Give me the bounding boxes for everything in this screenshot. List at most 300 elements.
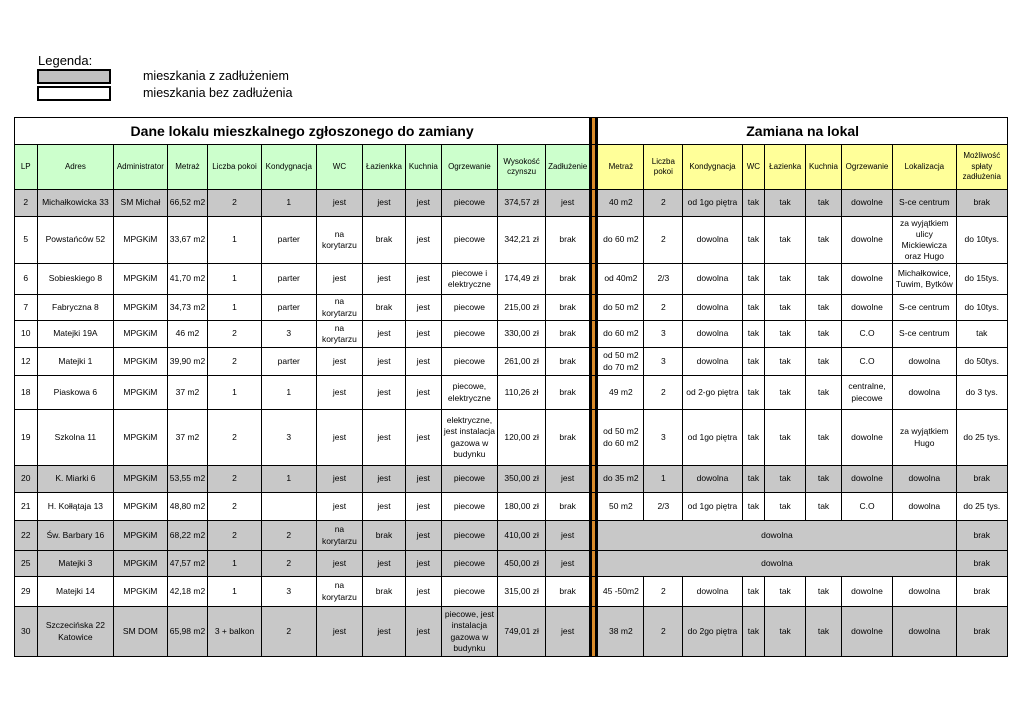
table-cell: brak — [362, 295, 405, 321]
table-cell: jest — [316, 466, 362, 493]
table-cell: jest — [546, 190, 591, 217]
table-cell: dowolne — [841, 466, 892, 493]
table-cell: piecowe — [441, 321, 497, 348]
table-cell: 2 — [208, 466, 261, 493]
table-cell: dowolna — [683, 264, 742, 295]
table-cell: 50 m2 — [597, 493, 644, 521]
table-cell: Michałkowicka 33 — [37, 190, 114, 217]
table-cell: tak — [765, 577, 806, 607]
column-header: Ogrzewanie — [441, 145, 497, 190]
table-cell: jest — [362, 607, 405, 657]
table-cell: MPGKiM — [114, 348, 167, 376]
table-cell: jest — [362, 466, 405, 493]
table-cell: brak — [546, 348, 591, 376]
table-cell: brak — [546, 376, 591, 410]
table-cell: od 1go piętra — [683, 493, 742, 521]
table-cell: 2 — [15, 190, 38, 217]
table-cell: tak — [806, 607, 842, 657]
table-cell: za wyjątkiem Hugo — [893, 410, 956, 466]
table-cell: 330,00 zł — [498, 321, 546, 348]
table-cell: parter — [261, 295, 316, 321]
table-cell: od 50 m2 do 70 m2 — [597, 348, 644, 376]
table-cell: jest — [546, 551, 591, 577]
table-cell: 2 — [261, 607, 316, 657]
table-cell: do 10tys. — [956, 295, 1007, 321]
table-cell: dowolna — [683, 217, 742, 264]
table-cell: piecowe — [441, 348, 497, 376]
table-cell: 6 — [15, 264, 38, 295]
table-cell: MPGKiM — [114, 410, 167, 466]
table-cell: jest — [362, 551, 405, 577]
table-cell: tak — [742, 376, 765, 410]
table-cell: brak — [546, 493, 591, 521]
table-cell-merged: dowolna — [597, 521, 956, 551]
table-cell: dowolna — [893, 376, 956, 410]
table-cell: 18 — [15, 376, 38, 410]
column-header: Łazienka — [765, 145, 806, 190]
table-cell: jest — [405, 321, 441, 348]
table-cell: Fabryczna 8 — [37, 295, 114, 321]
table-cell: tak — [765, 466, 806, 493]
table-cell: brak — [362, 217, 405, 264]
table-cell: S-ce centrum — [893, 295, 956, 321]
table-cell: tak — [956, 321, 1007, 348]
table-cell: dowolna — [893, 577, 956, 607]
table-cell: MPGKiM — [114, 295, 167, 321]
table-cell: brak — [956, 466, 1007, 493]
table-cell: 66,52 m2 — [167, 190, 208, 217]
table-cell: 48,80 m2 — [167, 493, 208, 521]
table-cell: jest — [405, 295, 441, 321]
table-cell: dowolne — [841, 264, 892, 295]
table-cell: tak — [742, 466, 765, 493]
table-cell: 3 — [261, 410, 316, 466]
table-cell: tak — [765, 295, 806, 321]
table-cell: brak — [546, 410, 591, 466]
table-cell: 42,18 m2 — [167, 577, 208, 607]
table-cell: Sobieskiego 8 — [37, 264, 114, 295]
table-cell: jest — [362, 493, 405, 521]
table-cell: jest — [362, 376, 405, 410]
table-cell: parter — [261, 264, 316, 295]
table-cell: tak — [765, 264, 806, 295]
table-cell: 2 — [644, 577, 683, 607]
table-row — [15, 551, 1008, 577]
table-cell: jest — [405, 607, 441, 657]
table-cell: centralne, piecowe — [841, 376, 892, 410]
table-cell: 49 m2 — [597, 376, 644, 410]
table-cell: od 1go piętra — [683, 190, 742, 217]
table-cell: 39,90 m2 — [167, 348, 208, 376]
table-cell: jest — [316, 376, 362, 410]
table-cell: 180,00 zł — [498, 493, 546, 521]
table-cell: 410,00 zł — [498, 521, 546, 551]
column-header: Możliwość spłaty zadłużenia — [956, 145, 1007, 190]
table-cell: brak — [956, 190, 1007, 217]
table-cell: do 25 tys. — [956, 410, 1007, 466]
table-cell: tak — [806, 348, 842, 376]
table-cell: jest — [316, 493, 362, 521]
table-cell: 2 — [208, 321, 261, 348]
table-cell: 2 — [261, 551, 316, 577]
table-cell: jest — [405, 493, 441, 521]
table-cell: 29 — [15, 577, 38, 607]
table-cell: Piaskowa 6 — [37, 376, 114, 410]
table-cell: 1 — [208, 577, 261, 607]
table-cell: jest — [405, 521, 441, 551]
table-cell: dowolna — [893, 493, 956, 521]
table-cell: tak — [806, 577, 842, 607]
table-cell: 47,57 m2 — [167, 551, 208, 577]
column-header: Administrator — [114, 145, 167, 190]
table-cell: tak — [765, 376, 806, 410]
table-cell: H. Kołłątaja 13 — [37, 493, 114, 521]
legend-label-without-debt: mieszkania bez zadłużenia — [143, 86, 293, 100]
table-cell: dowolne — [841, 577, 892, 607]
table-cell: tak — [806, 321, 842, 348]
table-cell: 12 — [15, 348, 38, 376]
table-cell: jest — [316, 551, 362, 577]
table-cell: C.O — [841, 321, 892, 348]
table-cell: jest — [405, 190, 441, 217]
table-cell: tak — [742, 295, 765, 321]
table-cell: piecowe — [441, 466, 497, 493]
table-cell: dowolne — [841, 295, 892, 321]
table-row — [15, 190, 1008, 217]
column-header: Kondygnacja — [683, 145, 742, 190]
table-cell: 261,00 zł — [498, 348, 546, 376]
table-cell: na korytarzu — [316, 577, 362, 607]
legend-label-with-debt: mieszkania z zadłużeniem — [143, 69, 289, 83]
table-cell: piecowe — [441, 493, 497, 521]
table-row — [15, 577, 1008, 607]
table-cell: dowolna — [683, 348, 742, 376]
table-cell: 37 m2 — [167, 376, 208, 410]
table-cell: MPGKiM — [114, 264, 167, 295]
table-cell: 1 — [208, 295, 261, 321]
table-cell: jest — [405, 410, 441, 466]
table-cell: 120,00 zł — [498, 410, 546, 466]
table-cell: jest — [362, 190, 405, 217]
table-cell: parter — [261, 217, 316, 264]
table-cell: dowolna — [893, 607, 956, 657]
table-cell: 40 m2 — [597, 190, 644, 217]
table-cell: brak — [956, 521, 1007, 551]
table-cell: jest — [405, 466, 441, 493]
table-cell: brak — [546, 295, 591, 321]
table-cell: 68,22 m2 — [167, 521, 208, 551]
table-cell: dowolna — [683, 577, 742, 607]
table-cell: piecowe — [441, 217, 497, 264]
table-cell: tak — [742, 264, 765, 295]
table-cell: od 50 m2 do 60 m2 — [597, 410, 644, 466]
table-cell: za wyjątkiem ulicy Mickiewicza oraz Hugo — [893, 217, 956, 264]
table-cell: tak — [742, 321, 765, 348]
table-cell: 25 — [15, 551, 38, 577]
table-cell: jest — [405, 348, 441, 376]
table-cell: tak — [806, 217, 842, 264]
table-cell: tak — [765, 493, 806, 521]
column-header: Kondygnacja — [261, 145, 316, 190]
table-cell: dowolna — [683, 466, 742, 493]
table-cell: 5 — [15, 217, 38, 264]
table-cell: tak — [765, 217, 806, 264]
table-cell: 2 — [644, 190, 683, 217]
table-cell: 1 — [208, 264, 261, 295]
table-cell: MPGKiM — [114, 577, 167, 607]
table-cell: 10 — [15, 321, 38, 348]
table-cell: piecowe, jest instalacja gazowa w budynku — [441, 607, 497, 657]
column-header: Ogrzewanie — [841, 145, 892, 190]
table-row — [15, 264, 1008, 295]
table-cell: tak — [742, 217, 765, 264]
table-cell: piecowe — [441, 190, 497, 217]
table-row — [15, 376, 1008, 410]
table-cell: jest — [316, 348, 362, 376]
table-cell: 30 — [15, 607, 38, 657]
table-cell: Św. Barbary 16 — [37, 521, 114, 551]
table-cell: 110,26 zł — [498, 376, 546, 410]
column-header: Zadłużenie — [546, 145, 591, 190]
table-cell: 2 — [208, 348, 261, 376]
table-cell: 3 — [261, 321, 316, 348]
table-cell: 215,00 zł — [498, 295, 546, 321]
table-cell: MPGKiM — [114, 321, 167, 348]
table-cell: jest — [405, 577, 441, 607]
table-cell: 1 — [261, 376, 316, 410]
table-cell: tak — [765, 607, 806, 657]
table-cell: 1 — [208, 217, 261, 264]
table-cell: piecowe — [441, 551, 497, 577]
table-cell: jest — [405, 217, 441, 264]
table-cell: do 15tys. — [956, 264, 1007, 295]
table-cell: do 10tys. — [956, 217, 1007, 264]
table-cell: tak — [765, 410, 806, 466]
table-cell: 2/3 — [644, 264, 683, 295]
table-cell: tak — [806, 190, 842, 217]
table-cell: do 25 tys. — [956, 493, 1007, 521]
table-cell: dowolna — [893, 348, 956, 376]
table-row — [15, 493, 1008, 521]
table-cell: jest — [405, 264, 441, 295]
table-cell: SM DOM — [114, 607, 167, 657]
table-cell: jest — [316, 264, 362, 295]
table-cell: jest — [316, 410, 362, 466]
legend-swatch-with-debt — [37, 69, 111, 84]
table-cell: brak — [956, 577, 1007, 607]
table-cell: parter — [261, 348, 316, 376]
table-cell: do 60 m2 — [597, 321, 644, 348]
table-cell: 2 — [208, 410, 261, 466]
table-cell: na korytarzu — [316, 295, 362, 321]
table-cell: od 1go piętra — [683, 410, 742, 466]
column-header: Kuchnia — [806, 145, 842, 190]
table-cell: 3 — [644, 348, 683, 376]
column-header: Lokalizacja — [893, 145, 956, 190]
table-cell: Michałkowice, Tuwim, Bytków — [893, 264, 956, 295]
table-cell: piecowe — [441, 577, 497, 607]
table-cell: dowolne — [841, 607, 892, 657]
table-cell: 1 — [208, 376, 261, 410]
exchange-table — [14, 117, 1008, 657]
table-cell: 2 — [261, 521, 316, 551]
table-cell: tak — [742, 348, 765, 376]
table-cell: tak — [806, 493, 842, 521]
table-cell: jest — [546, 466, 591, 493]
table-cell: na korytarzu — [316, 521, 362, 551]
table-cell: 1 — [208, 551, 261, 577]
column-header: LP — [15, 145, 38, 190]
section-title-right: Zamiana na lokal — [597, 118, 1008, 145]
column-header: WC — [316, 145, 362, 190]
table-cell: dowolna — [683, 295, 742, 321]
table-cell: Szczecińska 22 Katowice — [37, 607, 114, 657]
table-cell: do 2go piętra — [683, 607, 742, 657]
table-cell: Matejki 14 — [37, 577, 114, 607]
table-cell: piecowe, elektryczne — [441, 376, 497, 410]
table-cell: 20 — [15, 466, 38, 493]
column-header: Kuchnia — [405, 145, 441, 190]
table-cell: jest — [316, 190, 362, 217]
table-cell: Powstańców 52 — [37, 217, 114, 264]
table-cell: brak — [546, 217, 591, 264]
table-cell: 65,98 m2 — [167, 607, 208, 657]
table-cell: na korytarzu — [316, 321, 362, 348]
table-cell: brak — [546, 577, 591, 607]
table-cell: SM Michał — [114, 190, 167, 217]
table-cell: jest — [405, 376, 441, 410]
table-cell: jest — [362, 264, 405, 295]
column-header: Metraż — [167, 145, 208, 190]
column-header: Liczba pokoi — [208, 145, 261, 190]
table-cell: do 3 tys. — [956, 376, 1007, 410]
table-cell-merged: dowolna — [597, 551, 956, 577]
table-cell: tak — [765, 190, 806, 217]
table-cell: 22 — [15, 521, 38, 551]
table-cell: piecowe — [441, 521, 497, 551]
table-cell: Szkolna 11 — [37, 410, 114, 466]
table-cell: MPGKiM — [114, 521, 167, 551]
table-cell: 2 — [208, 190, 261, 217]
table-cell: tak — [742, 493, 765, 521]
table-cell: MPGKiM — [114, 551, 167, 577]
table-cell: 34,73 m2 — [167, 295, 208, 321]
table-cell: 21 — [15, 493, 38, 521]
table-cell: 2 — [208, 521, 261, 551]
table-row — [15, 295, 1008, 321]
table-cell: jest — [405, 551, 441, 577]
table-cell: 2/3 — [644, 493, 683, 521]
table-row — [15, 521, 1008, 551]
table-cell: tak — [742, 190, 765, 217]
table-cell: elektryczne, jest instalacja gazowa w budynku — [441, 410, 497, 466]
table-cell: 450,00 zł — [498, 551, 546, 577]
table-cell: od 40m2 — [597, 264, 644, 295]
section-title-left: Dane lokalu mieszkalnego zgłoszonego do zamiany — [15, 118, 591, 145]
column-header: Wysokość czynszu — [498, 145, 546, 190]
table-cell: 315,00 zł — [498, 577, 546, 607]
table-cell: brak — [362, 577, 405, 607]
table-cell: 2 — [644, 217, 683, 264]
table-cell: 1 — [261, 466, 316, 493]
table-cell: do 50 m2 — [597, 295, 644, 321]
table-cell: dowolne — [841, 217, 892, 264]
table-row — [15, 348, 1008, 376]
table-cell: MPGKiM — [114, 217, 167, 264]
table-cell: tak — [742, 410, 765, 466]
table-cell: do 35 m2 — [597, 466, 644, 493]
table-cell: do 50tys. — [956, 348, 1007, 376]
table-cell: 46 m2 — [167, 321, 208, 348]
table-row — [15, 607, 1008, 657]
column-header: Metraż — [597, 145, 644, 190]
table-cell: tak — [806, 264, 842, 295]
table-cell: tak — [765, 348, 806, 376]
table-cell: 1 — [644, 466, 683, 493]
table-cell: do 60 m2 — [597, 217, 644, 264]
table-cell: tak — [742, 577, 765, 607]
table-cell: 3 — [644, 410, 683, 466]
table-cell: S-ce centrum — [893, 321, 956, 348]
column-header: Liczba pokoi — [644, 145, 683, 190]
table-cell: 37 m2 — [167, 410, 208, 466]
legend-title: Legenda: — [38, 53, 93, 68]
table-cell: brak — [956, 607, 1007, 657]
table-cell: MPGKiM — [114, 376, 167, 410]
table-cell: 53,55 m2 — [167, 466, 208, 493]
table-cell: 33,67 m2 — [167, 217, 208, 264]
table-cell: tak — [806, 410, 842, 466]
table-cell: C.O — [841, 493, 892, 521]
table-cell: jest — [362, 410, 405, 466]
table-cell: Matejki 1 — [37, 348, 114, 376]
table-cell: 3 — [261, 577, 316, 607]
table-cell: 2 — [644, 607, 683, 657]
table-row — [15, 217, 1008, 264]
table-cell: 1 — [261, 190, 316, 217]
table-cell: 2 — [644, 376, 683, 410]
table-cell — [261, 493, 316, 521]
table-cell: tak — [742, 607, 765, 657]
column-header: Adres — [37, 145, 114, 190]
table-cell: 174,49 zł — [498, 264, 546, 295]
table-cell: brak — [546, 321, 591, 348]
table-cell: MPGKiM — [114, 466, 167, 493]
table-cell: tak — [765, 321, 806, 348]
table-cell: 41,70 m2 — [167, 264, 208, 295]
table-cell: piecowe — [441, 295, 497, 321]
table-cell: 7 — [15, 295, 38, 321]
table-cell: dowolne — [841, 410, 892, 466]
table-cell: tak — [806, 466, 842, 493]
table-cell: K. Miarki 6 — [37, 466, 114, 493]
table-cell: 2 — [208, 493, 261, 521]
table-cell: Matejki 19A — [37, 321, 114, 348]
table-row — [15, 410, 1008, 466]
table-cell: 19 — [15, 410, 38, 466]
table-cell: na korytarzu — [316, 217, 362, 264]
table-cell: 374,57 zł — [498, 190, 546, 217]
table-cell: tak — [806, 376, 842, 410]
table-cell: 350,00 zł — [498, 466, 546, 493]
table-cell: Matejki 3 — [37, 551, 114, 577]
table-cell: 3 + balkon — [208, 607, 261, 657]
table-cell: od 2-go piętra — [683, 376, 742, 410]
table-cell: 749,01 zł — [498, 607, 546, 657]
table-cell: C.O — [841, 348, 892, 376]
table-cell: dowolne — [841, 190, 892, 217]
table-cell: brak — [546, 264, 591, 295]
